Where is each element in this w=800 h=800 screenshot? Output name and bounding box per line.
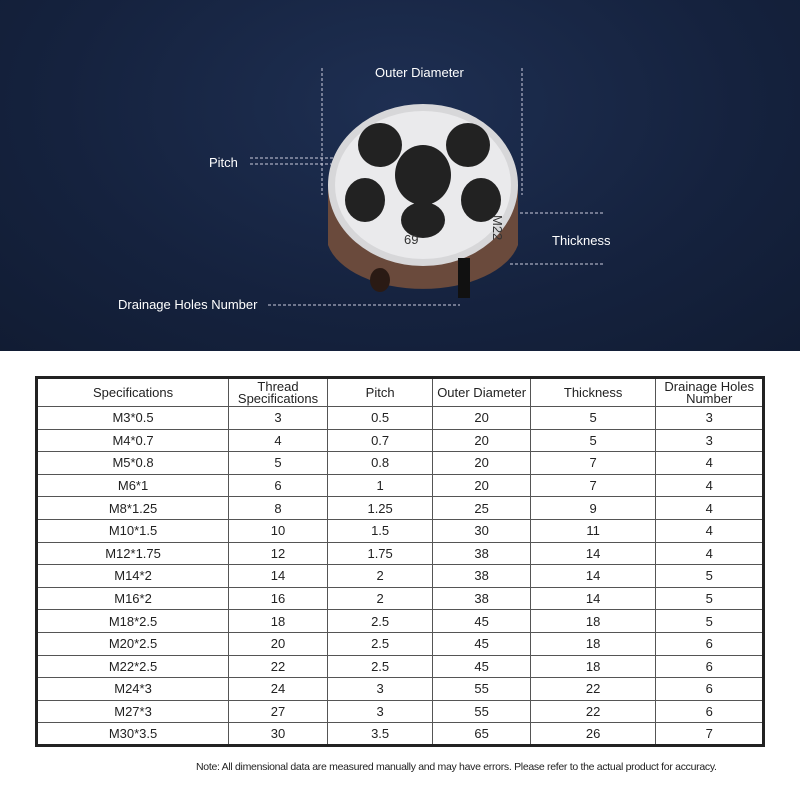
cell-drainage-holes: 4 xyxy=(656,519,764,542)
header-thickness: Thickness xyxy=(530,378,655,407)
table-row xyxy=(37,655,764,678)
table-row xyxy=(37,678,764,701)
cell-thickness: 18 xyxy=(530,610,655,633)
cell-spec: M10*1.5 xyxy=(37,519,229,542)
cell-thickness: 18 xyxy=(530,655,655,678)
cell-drainage-holes: 4 xyxy=(656,542,764,565)
cell-thread: 22 xyxy=(229,655,328,678)
cell-spec: M5*0.8 xyxy=(37,452,229,475)
cell-pitch: 3.5 xyxy=(327,723,432,746)
cell-pitch: 2 xyxy=(327,587,432,610)
cell-outer-diameter: 38 xyxy=(433,542,531,565)
cell-thickness: 14 xyxy=(530,565,655,588)
disclaimer-note: Note: All dimensional data are measured manually and may have errors. Please refer to the actual product for accuracy. xyxy=(196,761,717,773)
cell-outer-diameter: 38 xyxy=(433,587,531,610)
cell-drainage-holes: 4 xyxy=(656,474,764,497)
header-specifications: Specifications xyxy=(37,378,229,407)
cell-pitch: 0.8 xyxy=(327,452,432,475)
specifications-table xyxy=(35,376,765,747)
cell-outer-diameter: 20 xyxy=(433,407,531,430)
cell-pitch: 3 xyxy=(327,700,432,723)
table-row xyxy=(37,723,764,746)
die-marking-size: M22 xyxy=(490,215,505,241)
table-row xyxy=(37,519,764,542)
cell-outer-diameter: 25 xyxy=(433,497,531,520)
cell-thickness: 26 xyxy=(530,723,655,746)
cell-thread: 4 xyxy=(229,429,328,452)
cell-outer-diameter: 45 xyxy=(433,655,531,678)
cell-drainage-holes: 4 xyxy=(656,497,764,520)
outer-diameter-label: Outer Diameter xyxy=(375,65,464,80)
table-row xyxy=(37,700,764,723)
table-row xyxy=(37,610,764,633)
cell-thread: 3 xyxy=(229,407,328,430)
cell-outer-diameter: 55 xyxy=(433,700,531,723)
cell-spec: M24*3 xyxy=(37,678,229,701)
cell-pitch: 0.7 xyxy=(327,429,432,452)
cell-thread: 12 xyxy=(229,542,328,565)
cell-pitch: 2.5 xyxy=(327,610,432,633)
cell-spec: M20*2.5 xyxy=(37,632,229,655)
cell-outer-diameter: 20 xyxy=(433,474,531,497)
table-row xyxy=(37,407,764,430)
product-diagram xyxy=(0,0,800,351)
pitch-label: Pitch xyxy=(209,155,238,170)
cell-thickness: 22 xyxy=(530,700,655,723)
cell-thread: 30 xyxy=(229,723,328,746)
cell-thickness: 11 xyxy=(530,519,655,542)
thickness-label: Thickness xyxy=(552,233,611,248)
cell-pitch: 2 xyxy=(327,565,432,588)
cell-outer-diameter: 30 xyxy=(433,519,531,542)
cell-thickness: 22 xyxy=(530,678,655,701)
cell-spec: M27*3 xyxy=(37,700,229,723)
cell-spec: M4*0.7 xyxy=(37,429,229,452)
cell-drainage-holes: 6 xyxy=(656,632,764,655)
cell-thread: 24 xyxy=(229,678,328,701)
cell-thread: 20 xyxy=(229,632,328,655)
table-row xyxy=(37,429,764,452)
cell-drainage-holes: 5 xyxy=(656,587,764,610)
cell-thread: 14 xyxy=(229,565,328,588)
cell-spec: M18*2.5 xyxy=(37,610,229,633)
table-row xyxy=(37,452,764,475)
cell-thread: 16 xyxy=(229,587,328,610)
cell-thickness: 5 xyxy=(530,407,655,430)
cell-spec: M30*3.5 xyxy=(37,723,229,746)
cell-spec: M12*1.75 xyxy=(37,542,229,565)
cell-drainage-holes: 6 xyxy=(656,655,764,678)
cell-pitch: 1 xyxy=(327,474,432,497)
cell-pitch: 3 xyxy=(327,678,432,701)
cell-pitch: 2.5 xyxy=(327,632,432,655)
table-row xyxy=(37,565,764,588)
cell-spec: M3*0.5 xyxy=(37,407,229,430)
header-drainage-holes: Drainage Holes Number xyxy=(656,378,764,407)
cell-outer-diameter: 65 xyxy=(433,723,531,746)
table-row xyxy=(37,587,764,610)
cell-outer-diameter: 20 xyxy=(433,429,531,452)
cell-outer-diameter: 45 xyxy=(433,610,531,633)
cell-thickness: 7 xyxy=(530,474,655,497)
drainage-holes-label: Drainage Holes Number xyxy=(118,297,258,312)
cell-pitch: 1.5 xyxy=(327,519,432,542)
cell-outer-diameter: 38 xyxy=(433,565,531,588)
cell-outer-diameter: 55 xyxy=(433,678,531,701)
cell-drainage-holes: 4 xyxy=(656,452,764,475)
cell-outer-diameter: 45 xyxy=(433,632,531,655)
cell-drainage-holes: 3 xyxy=(656,429,764,452)
cell-drainage-holes: 5 xyxy=(656,565,764,588)
cell-thickness: 7 xyxy=(530,452,655,475)
cell-thickness: 9 xyxy=(530,497,655,520)
cell-pitch: 2.5 xyxy=(327,655,432,678)
cell-pitch: 1.25 xyxy=(327,497,432,520)
cell-thread: 8 xyxy=(229,497,328,520)
cell-thread: 27 xyxy=(229,700,328,723)
header-thread-specifications: Thread Specifications xyxy=(229,378,328,407)
table-row xyxy=(37,542,764,565)
cell-thread: 6 xyxy=(229,474,328,497)
cell-drainage-holes: 3 xyxy=(656,407,764,430)
die-marking-code: 69 xyxy=(404,232,419,247)
cell-spec: M16*2 xyxy=(37,587,229,610)
cell-drainage-holes: 5 xyxy=(656,610,764,633)
table-header-row xyxy=(37,378,764,407)
cell-pitch: 0.5 xyxy=(327,407,432,430)
header-pitch: Pitch xyxy=(327,378,432,407)
cell-thickness: 18 xyxy=(530,632,655,655)
cell-spec: M6*1 xyxy=(37,474,229,497)
cell-thickness: 14 xyxy=(530,542,655,565)
table-row xyxy=(37,474,764,497)
table-row xyxy=(37,497,764,520)
cell-drainage-holes: 6 xyxy=(656,700,764,723)
header-outer-diameter: Outer Diameter xyxy=(433,378,531,407)
cell-thread: 10 xyxy=(229,519,328,542)
cell-thickness: 14 xyxy=(530,587,655,610)
cell-thread: 18 xyxy=(229,610,328,633)
cell-thickness: 5 xyxy=(530,429,655,452)
table-row xyxy=(37,632,764,655)
cell-outer-diameter: 20 xyxy=(433,452,531,475)
cell-spec: M22*2.5 xyxy=(37,655,229,678)
cell-spec: M14*2 xyxy=(37,565,229,588)
cell-drainage-holes: 7 xyxy=(656,723,764,746)
cell-thread: 5 xyxy=(229,452,328,475)
cell-pitch: 1.75 xyxy=(327,542,432,565)
cell-spec: M8*1.25 xyxy=(37,497,229,520)
cell-drainage-holes: 6 xyxy=(656,678,764,701)
